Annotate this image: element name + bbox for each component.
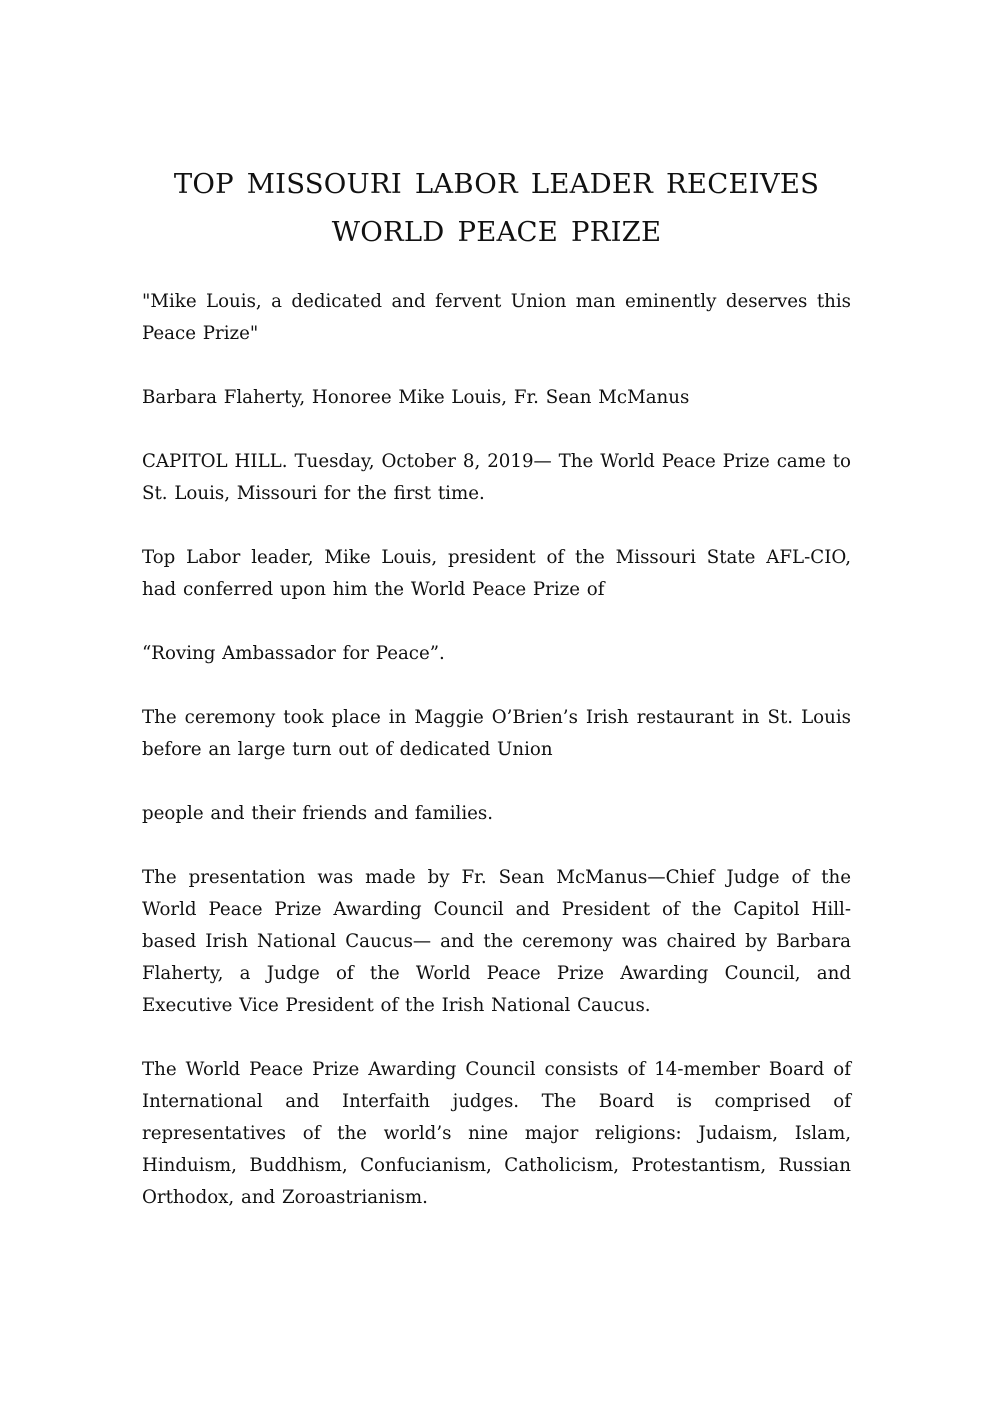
title-line-2: WORLD PEACE PRIZE bbox=[331, 216, 662, 248]
paragraph-photo-caption: Barbara Flaherty, Honoree Mike Louis, Fr. Sean McManus bbox=[142, 387, 690, 408]
paragraph-presentation: The presentation was made by Fr. Sean McManus—Chief Judge of the World Peace Prize Awarding Council and President of the Capitol Hill-based Irish National Caucus— and the ceremony was chaired by Barbara Flaherty, a Judge of the World Peace Prize Awarding Council, and Executive Vice President of the Irish National Caucus. bbox=[142, 867, 851, 1016]
paragraph-honoree: Top Labor leader, Mike Louis, president of the Missouri State AFL-CIO, had conferred upon him the World Peace Prize of bbox=[142, 547, 851, 600]
paragraph-attendees: people and their friends and families. bbox=[142, 803, 494, 824]
article-body bbox=[142, 286, 851, 1214]
paragraph-prize-title: “Roving Ambassador for Peace”. bbox=[142, 643, 445, 664]
paragraph-quote: "Mike Louis, a dedicated and fervent Union man eminently deserves this Peace Prize" bbox=[142, 291, 851, 344]
title-line-1: TOP MISSOURI LABOR LEADER RECEIVES bbox=[173, 168, 820, 200]
paragraph-council: The World Peace Prize Awarding Council consists of 14-member Board of International and Interfaith judges. The Board is comprised of representatives of the world’s nine major religions: Judaism, Islam, Hinduism, Buddhism, Confucianism, Catholicism, Protestantism, Russian Orthodox, and Zoroastrianism. bbox=[142, 1059, 851, 1208]
paragraph-dateline: CAPITOL HILL. Tuesday, October 8, 2019— The World Peace Prize came to St. Louis, Missouri for the first time. bbox=[142, 451, 851, 504]
page-title bbox=[142, 160, 851, 256]
paragraph-ceremony: The ceremony took place in Maggie O’Brien’s Irish restaurant in St. Louis before an large turn out of dedicated Union bbox=[142, 707, 851, 760]
